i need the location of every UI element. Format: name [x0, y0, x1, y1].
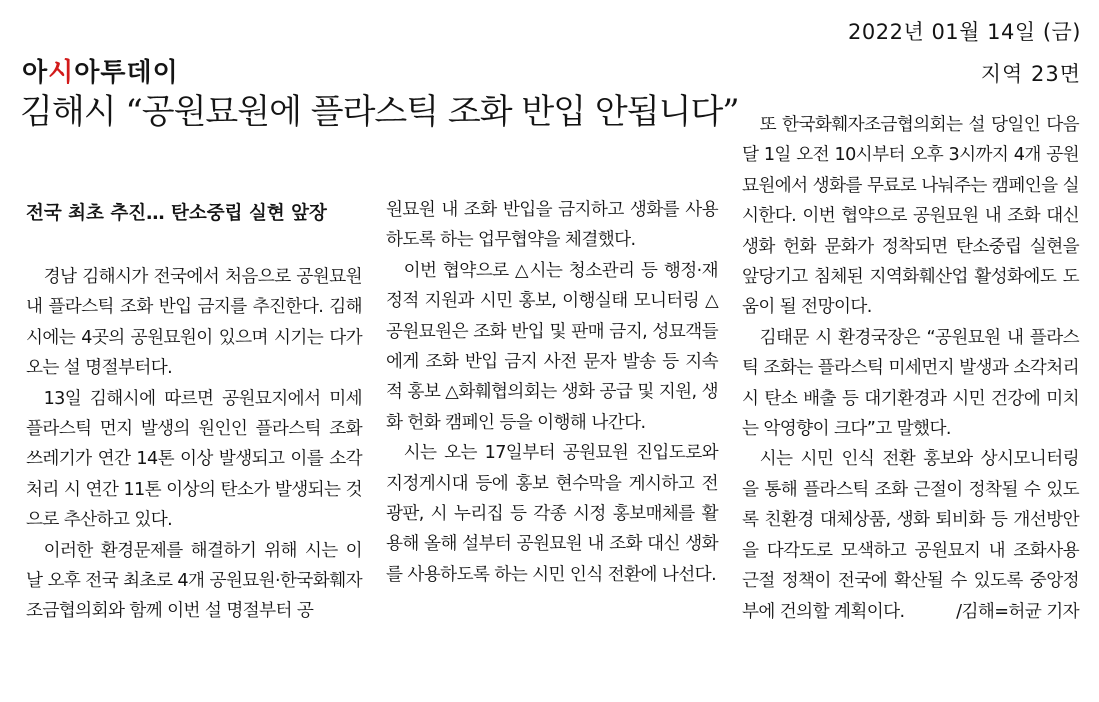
logo-part2: 시 — [48, 58, 75, 88]
date-line: 2022년 01월 14일 (금) — [848, 20, 1081, 44]
paragraph-text: 시는 시민 인식 전환 홍보와 상시모니터링을 통해 플라스틱 조화 근절이 정착될 수 있도록 친환경 대체상품, 생화 퇴비화 등 개선방안을 다각도로 모색하고 공원묘지 내 조화사용 근절 정책이 전국에 확산될 수 있도록 중앙정부에 건의할 계획이다. — [742, 449, 1079, 622]
article-column-3 — [742, 110, 1079, 627]
newspaper-logo — [22, 52, 179, 89]
article-column-2 — [386, 195, 718, 590]
paragraph-continued: 원묘원 내 조화 반입을 금지하고 생화를 사용하도록 하는 업무협약을 체결했다. — [386, 200, 718, 251]
headline: 김해시 “공원묘원에 플라스틱 조화 반입 안됩니다” — [20, 92, 739, 132]
subheadline: 전국 최초 추진… 탄소중립 실현 앞장 — [26, 203, 327, 224]
paragraph: 김태문 시 환경국장은 “공원묘원 내 플라스틱 조화는 플라스틱 미세먼지 발생과 소각처리 시 탄소 배출 등 대기환경과 시민 건강에 미치는 악영향이 크다”고 말했다. — [742, 327, 1079, 440]
paragraph: 이번 협약으로 △시는 청소관리 등 행정·재정적 지원과 시민 홍보, 이행실태 모니터링 △공원묘원은 조화 반입 및 판매 금지, 성묘객들에게 조화 반입 금지 사전 문자 발송 등 지속적 홍보 △화훼협의회는 생화 공급 및 지원, 생화 헌화 캠페인 등을 이행해 나간다. — [386, 260, 718, 433]
paragraph: 경남 김해시가 전국에서 처음으로 공원묘원 내 플라스틱 조화 반입 금지를 추진한다. 김해시에는 4곳의 공원묘원이 있으며 시기는 다가오는 설 명절부터다. — [26, 267, 362, 379]
article-column-1 — [26, 262, 362, 627]
byline: /김해=허균 기자 — [956, 601, 1079, 622]
paragraph — [742, 444, 1079, 626]
paragraph: 또 한국화훼자조금협의회는 설 당일인 다음 달 1일 오전 10시부터 오후 3시까지 4개 공원묘원에서 생화를 무료로 나눠주는 캠페인을 실시한다. 이번 협약으로 공원묘원 내 조화 대신 생화 헌화 문화가 정착되면 탄소중립 실현을 앞당기고 침체된 지역화훼산업 활성화에도 도움이 될 전망이다. — [742, 115, 1079, 318]
section-page: 지역 23면 — [980, 62, 1081, 86]
paragraph: 13일 김해시에 따르면 공원묘지에서 미세플라스틱 먼지 발생의 원인인 플라스틱 조화 쓰레기가 연간 14톤 이상 발생되고 이를 소각처리 시 연간 11톤 이상의 탄소가 발생되는 것으로 추산하고 있다. — [26, 388, 362, 531]
logo-part3: 아투데이 — [74, 58, 179, 88]
paragraph: 이러한 환경문제를 해결하기 위해 시는 이날 오후 전국 최초로 4개 공원묘원·한국화훼자조금협의회와 함께 이번 설 명절부터 공 — [26, 540, 362, 622]
logo-part1: 아 — [22, 58, 49, 88]
paragraph: 시는 오는 17일부터 공원묘원 진입도로와 지정게시대 등에 홍보 현수막을 게시하고 전광판, 시 누리집 등 각종 시정 홍보매체를 활용해 올해 설부터 공원묘원 내 조화 대신 생화를 사용하도록 하는 시민 인식 전환에 나선다. — [386, 443, 718, 585]
